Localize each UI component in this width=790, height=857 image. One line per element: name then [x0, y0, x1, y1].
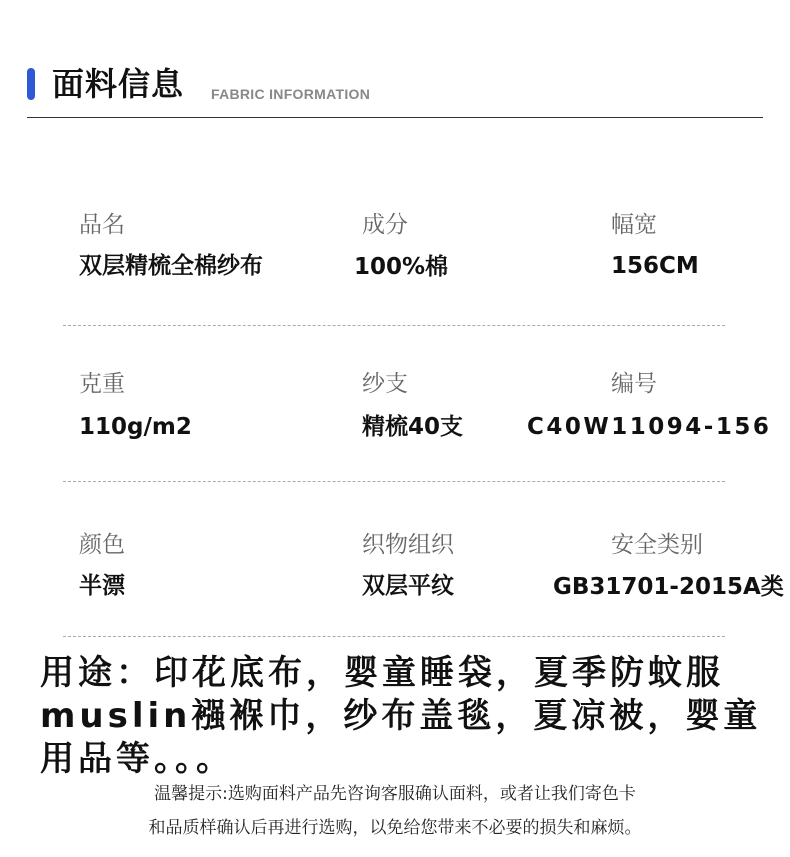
spec-label-code: 编号 — [611, 371, 657, 397]
spec-value-yarn: 精梳40支 — [362, 414, 464, 440]
spec-label-width: 幅宽 — [611, 212, 657, 238]
note-line-1: 温馨提示:选购面料产品先咨询客服确认面料，或者让我们寄色卡 — [154, 784, 636, 804]
header-divider — [27, 117, 763, 118]
spec-label-weave: 织物组织 — [362, 532, 454, 558]
spec-value-name: 双层精梳全棉纱布 — [79, 253, 263, 279]
section-header — [0, 0, 790, 120]
row-divider — [63, 636, 725, 637]
spec-label-safety: 安全类别 — [611, 532, 703, 558]
spec-value-weave: 双层平纹 — [362, 573, 454, 599]
spec-label-yarn: 纱支 — [362, 371, 408, 397]
spec-label-weight: 克重 — [79, 371, 125, 397]
spec-value-weight: 110g/m2 — [79, 414, 192, 440]
spec-label-color: 颜色 — [79, 532, 125, 558]
spec-value-width: 156CM — [611, 253, 699, 279]
section-title: 面料信息 — [52, 65, 185, 103]
spec-value-code: C40W11094-156 — [527, 414, 772, 440]
spec-value-safety: GB31701-2015A类 — [553, 574, 784, 600]
spec-value-color: 半漂 — [79, 573, 125, 599]
spec-label-name: 品名 — [79, 212, 125, 238]
note-line-2: 和品质样确认后再进行选购，以免给您带来不必要的损失和麻烦。 — [148, 818, 642, 838]
spec-value-composition: 100%棉 — [354, 254, 449, 280]
usage-text: 用途：印花底布，婴童睡袋，夏季防蚊服muslin襁褓巾，纱布盖毯，夏凉被，婴童用品等。。。 — [40, 653, 762, 779]
row-divider — [63, 481, 725, 482]
section-subtitle: FABRIC INFORMATION — [211, 86, 371, 102]
row-divider — [63, 325, 725, 326]
accent-bar — [27, 68, 35, 100]
spec-label-composition: 成分 — [362, 212, 408, 238]
